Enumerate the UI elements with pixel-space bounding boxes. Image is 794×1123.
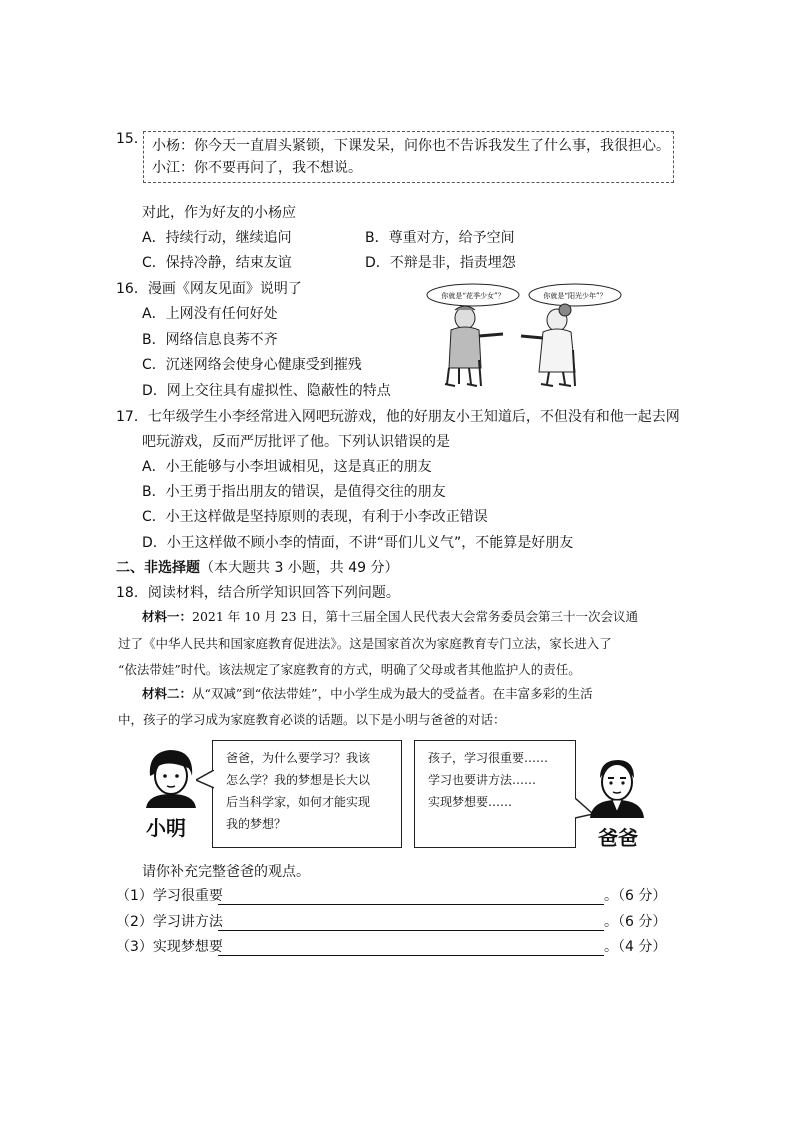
q15-number: 15． — [116, 131, 148, 147]
xiaoming-portrait — [140, 746, 202, 808]
q18-sub3-label: （3）实现梦想要 — [116, 939, 223, 955]
q16-option-b: B．网络信息良莠不齐 — [142, 332, 278, 348]
cartoon-bubble-right-text: 你就是“阳光少年”？ — [543, 292, 607, 300]
q15-option-d: D．不辩是非，指责埋怨 — [365, 255, 516, 271]
q16-option-c: C．沉迷网络会使身心健康受到摧残 — [142, 357, 362, 373]
xiaoming-name: 小明 — [146, 816, 186, 840]
q18-sub1-label: （1）学习很重要 — [116, 888, 223, 904]
material2-label: 材料二： — [142, 686, 193, 701]
baba-name: 爸爸 — [598, 826, 638, 850]
material1-line1 — [142, 606, 638, 628]
baba-bubble-line3: 实现梦想要…… — [428, 795, 513, 809]
baba-bubble-line2: 学习也要讲方法…… — [428, 773, 537, 787]
old-man-figure — [445, 306, 503, 386]
q16-stem: 16．漫画《网友见面》说明了 — [116, 281, 302, 297]
xiaoming-bubble-line3: 后当科学家，如何才能实现 — [226, 795, 371, 809]
q15-dialog-line1: 小杨：你今天一直眉头紧锁，下课发呆，问你也不告诉我发生了什么事，我很担心。 — [152, 138, 670, 154]
material2-line1 — [142, 683, 593, 705]
q18-sub2-answer-line[interactable] — [218, 930, 604, 931]
q18-stem: 18．阅读材料，结合所学知识回答下列问题。 — [116, 585, 400, 601]
xiaoming-bubble-line1: 爸爸，为什么要学习？我该 — [226, 751, 371, 765]
q17-option-b: B．小王勇于指出朋友的错误，是值得交往的朋友 — [142, 484, 446, 500]
section2-heading — [116, 558, 399, 578]
q15-dialog-line2: 小江：你不要再问了，我不想说。 — [152, 160, 362, 176]
q16-option-d: D．网上交往具有虚拟性、隐蔽性的特点 — [142, 383, 391, 399]
q18-sub1-answer-line[interactable] — [218, 904, 604, 905]
material1-text1: 2021 年 10 月 23 日，第十三届全国人民代表大会常务委员会第三十一次会议通 — [192, 609, 639, 624]
q17-option-a: A．小王能够与小李坦诚相见，这是真正的朋友 — [142, 459, 432, 475]
cartoon-bubble-left-text: 你就是“花季少女”？ — [441, 292, 505, 300]
old-woman-figure — [521, 304, 575, 386]
section2-note: （本大题共 3 小题，共 49 分） — [200, 560, 399, 576]
q18-sub3-answer-line[interactable] — [218, 955, 604, 956]
q17-stem-line1: 17．七年级学生小李经常进入网吧玩游戏，他的好朋友小王知道后，不但没有和他一起去网 — [116, 409, 680, 425]
q17-option-d: D．小王这样做不顾小李的情面，不讲“哥们儿义气”，不能算是好朋友 — [142, 535, 574, 551]
material1-line3: “依法带娃”时代。该法规定了家庭教育的方式，明确了父母或者其他监护人的责任。 — [118, 662, 581, 677]
q15-option-c: C．保持冷静，结束友谊 — [142, 255, 292, 271]
q18-sub2-label: （2）学习讲方法 — [116, 914, 223, 930]
material1-line2: 过了《中华人民共和国家庭教育促进法》。这是国家首次为家庭教育专门立法，家长进入了 — [118, 636, 612, 651]
q18-sub2-score: 。（6 分） — [604, 914, 667, 930]
q17-stem-line2: 吧玩游戏，反而严厉批评了他。下列认识错误的是 — [142, 434, 450, 450]
q15-option-a: A．持续行动，继续追问 — [142, 230, 292, 246]
q15-option-b: B．尊重对方，给予空间 — [365, 230, 515, 246]
xiaoming-bubble-tail — [196, 770, 214, 790]
material1-label: 材料一： — [142, 609, 193, 624]
xiaoming-bubble-line2: 怎么学？我的梦想是长大以 — [226, 773, 371, 787]
section2-title: 二、非选择题 — [116, 560, 200, 576]
q15-stem: 对此，作为好友的小杨应 — [142, 205, 296, 221]
material2-line2: 中，孩子的学习成为家庭教育必谈的话题。以下是小明与爸爸的对话： — [118, 712, 506, 727]
xiaoming-bubble-line4: 我的梦想？ — [226, 817, 287, 831]
q18-sub3-score: 。（4 分） — [604, 939, 667, 955]
q17-option-c: C．小王这样做是坚持原则的表现，有利于小李改正错误 — [142, 509, 488, 525]
cartoon-online-friends-meeting — [425, 280, 625, 390]
baba-bubble-line1: 孩子，学习很重要…… — [428, 751, 549, 765]
q18-sub1-score: 。（6 分） — [604, 888, 667, 904]
baba-portrait — [588, 756, 646, 818]
material2-text1: 从“双减”到“依法带娃”，中小学生成为最大的受益者。在丰富多彩的生活 — [192, 686, 593, 701]
q16-option-a: A．上网没有任何好处 — [142, 306, 278, 322]
q18-prompt: 请你补充完整爸爸的观点。 — [142, 864, 310, 880]
